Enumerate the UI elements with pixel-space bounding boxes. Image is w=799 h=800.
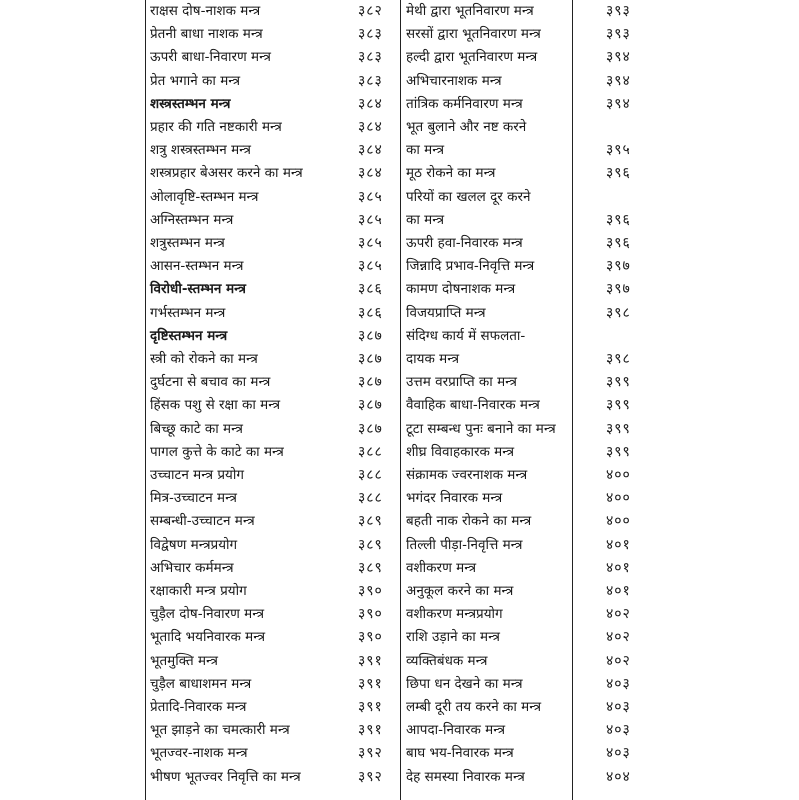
toc-entry-title: परियों का खलल दूर करने: [406, 188, 531, 205]
toc-entry-page: ४०२: [606, 606, 631, 623]
toc-entry-title: वशीकरण मन्त्र: [406, 559, 477, 576]
toc-entry-title: चुड़ैल बाधाशमन मन्त्र: [150, 675, 252, 692]
toc-entry-title: हल्दी द्वारा भूतनिवारण मन्त्र: [406, 49, 538, 66]
toc-entry-page: ३९३: [606, 26, 631, 43]
toc-entry-page: ३९९: [606, 420, 631, 437]
toc-entry: [406, 766, 646, 789]
toc-entry-title: शस्त्रप्रहार बेअसर करने का मन्त्र: [150, 165, 303, 182]
toc-entry-page: ३९७: [606, 281, 631, 298]
toc-entry-title: पागल कुत्ते के काटे का मन्त्र: [150, 443, 284, 460]
toc-entry: [150, 0, 398, 23]
toc-entry-title: भीषण भूतज्वर निवृत्ति का मन्त्र: [150, 768, 301, 785]
toc-entry-title: प्रेतादि-निवारक मन्त्र: [150, 699, 247, 715]
toc-entry-title: वशीकरण मन्त्रप्रयोग: [406, 606, 503, 623]
toc-entry-title: ऊपरी बाधा-निवारण मन्त्र: [150, 49, 271, 66]
toc-entry-title: अग्निस्तम्भन मन्त्र: [150, 211, 234, 228]
toc-entry-title: विद्वेषण मन्त्रप्रयोग: [150, 536, 238, 553]
toc-entry-title: भूत झाड़ने का चमत्कारी मन्त्र: [150, 722, 290, 739]
toc-entry-page: ३९६: [606, 235, 631, 251]
column-divider-center: [400, 0, 401, 800]
toc-entry-page: ३९६: [606, 211, 631, 228]
toc-entry-page: ३८७: [358, 351, 383, 367]
toc-entry-page: ४०२: [606, 652, 631, 669]
toc-entry: [150, 325, 398, 348]
toc-entry: [406, 186, 646, 209]
toc-entry: [150, 534, 398, 557]
toc-entry: [406, 580, 646, 603]
toc-entry-page: ३९७: [606, 258, 631, 275]
toc-entry: [406, 626, 646, 649]
toc-entry: [406, 371, 646, 394]
toc-entry-title: मित्र-उच्चाटन मन्त्र: [150, 490, 237, 507]
toc-entry: [406, 394, 646, 417]
toc-entry-title: शस्त्रस्तम्भन मन्त्र: [150, 95, 231, 112]
toc-entry: [406, 139, 646, 162]
toc-entry-page: ४०३: [606, 675, 631, 692]
toc-entry: [150, 255, 398, 278]
toc-entry-title: विजयप्राप्ति मन्त्र: [406, 304, 486, 321]
toc-entry-page: ४०१: [606, 559, 631, 576]
toc-entry-page: ३९४: [606, 49, 631, 66]
toc-entry-page: ३९४: [606, 72, 631, 89]
toc-entry: [150, 302, 398, 325]
toc-entry: [406, 302, 646, 325]
toc-entry-title: राक्षस दोष-नाशक मन्त्र: [150, 3, 261, 19]
toc-entry-title: तांत्रिक कर्मनिवारण मन्त्र: [406, 95, 523, 112]
toc-entry-title: उत्तम वरप्राप्ति का मन्त्र: [406, 374, 518, 391]
toc-entry: [406, 441, 646, 464]
toc-entry-page: ३९१: [358, 722, 383, 739]
toc-entry: [150, 23, 398, 46]
toc-entry: [150, 232, 398, 255]
toc-entry-page: ४०३: [606, 699, 631, 715]
toc-entry-title: दायक मन्त्र: [406, 351, 460, 367]
toc-entry-title: आसन-स्तम्भन मन्त्र: [150, 258, 244, 275]
toc-entry: [150, 371, 398, 394]
toc-entry-title: दुर्घटना से बचाव का मन्त्र: [150, 374, 271, 391]
toc-entry: [406, 209, 646, 232]
toc-entry-title: का मन्त्र: [406, 211, 445, 228]
toc-entry-page: ३८६: [358, 304, 383, 321]
toc-entry-page: ३९९: [606, 374, 631, 391]
toc-entry: [150, 557, 398, 580]
toc-entry: [406, 278, 646, 301]
toc-entry-title: प्रेत भगाने का मन्त्र: [150, 72, 241, 89]
toc-entry-title: सरसों द्वारा भूतनिवारण मन्त्र: [406, 26, 541, 43]
toc-entry-title: देह समस्या निवारक मन्त्र: [406, 768, 525, 785]
toc-entry-page: ४०१: [606, 536, 631, 553]
toc-entry-title: बिच्छू काटे का मन्त्र: [150, 420, 243, 437]
toc-entry-title: अभिचारनाशक मन्त्र: [406, 72, 502, 89]
toc-entry-title: विरोधी-स्तम्भन मन्त्र: [150, 281, 247, 298]
toc-entry-title: जिन्नादि प्रभाव-निवृत्ति मन्त्र: [406, 258, 535, 275]
toc-entry: [150, 70, 398, 93]
toc-entry: [150, 464, 398, 487]
toc-entry-page: ४००: [606, 467, 631, 483]
toc-entry-page: ३९३: [606, 3, 631, 19]
toc-entry: [406, 70, 646, 93]
toc-entry-title: रक्षाकारी मन्त्र प्रयोग: [150, 583, 247, 599]
toc-entry: [150, 186, 398, 209]
toc-entry: [150, 46, 398, 69]
toc-entry: [406, 255, 646, 278]
toc-entry-title: कामण दोषनाशक मन्त्र: [406, 281, 516, 298]
toc-entry: [150, 487, 398, 510]
toc-entry: [150, 696, 398, 719]
toc-entry: [406, 162, 646, 185]
toc-entry-page: ३८९: [358, 513, 383, 530]
toc-entry-page: ३८७: [358, 420, 383, 437]
toc-entry: [150, 742, 398, 765]
toc-entry-page: ४०४: [606, 768, 631, 785]
toc-entry-page: ३९०: [358, 606, 383, 623]
toc-entry: [150, 394, 398, 417]
toc-entry-title: बाघ भय-निवारक मन्त्र: [406, 745, 514, 762]
toc-entry-title: स्त्री को रोकने का मन्त्र: [150, 351, 258, 367]
toc-entry: [406, 603, 646, 626]
toc-entry: [406, 93, 646, 116]
toc-entry-title: व्यक्तिबंधक मन्त्र: [406, 652, 488, 669]
toc-entry: [150, 719, 398, 742]
toc-entry-title: संदिग्ध कार्य में सफलता-: [406, 327, 526, 344]
toc-entry-page: ४००: [606, 490, 631, 507]
toc-entry-page: ३८४: [358, 165, 383, 182]
toc-entry-page: ४०१: [606, 583, 631, 599]
toc-entry-title: तिल्ली पीड़ा-निवृत्ति मन्त्र: [406, 536, 523, 553]
toc-entry-page: ३८७: [358, 374, 383, 391]
toc-entry-page: ३९०: [358, 583, 383, 599]
toc-entry-page: ४०३: [606, 722, 631, 739]
toc-entry-page: ३८९: [358, 559, 383, 576]
toc-entry: [150, 580, 398, 603]
toc-entry: [150, 673, 398, 696]
toc-entry-page: ३८९: [358, 536, 383, 553]
toc-entry-title: भूत बुलाने और नष्ट करने: [406, 119, 527, 135]
toc-entry-title: आपदा-निवारक मन्त्र: [406, 722, 506, 739]
toc-entry-title: लम्बी दूरी तय करने का मन्त्र: [406, 699, 542, 715]
toc-entry-title: हिंसक पशु से रक्षा का मन्त्र: [150, 397, 281, 414]
toc-entry-page: ३९२: [358, 768, 383, 785]
toc-entry-page: ३८४: [358, 95, 383, 112]
toc-entry: [406, 510, 646, 533]
toc-entry-page: ३९९: [606, 397, 631, 414]
toc-entry-page: ३८७: [358, 397, 383, 414]
toc-entry: [150, 209, 398, 232]
toc-entry-page: ३८२: [358, 3, 383, 19]
toc-entry: [406, 557, 646, 580]
toc-entry-page: ३९४: [606, 95, 631, 112]
toc-entry-title: भूतादि भयनिवारक मन्त्र: [150, 629, 266, 646]
toc-entry-page: ३८३: [358, 26, 383, 43]
toc-entry-title: प्रहार की गति नष्टकारी मन्त्र: [150, 119, 282, 135]
toc-entry: [406, 464, 646, 487]
toc-entry-title: चुड़ैल दोष-निवारण मन्त्र: [150, 606, 265, 623]
toc-entry-page: ४००: [606, 513, 631, 530]
toc-entry-title: बहती नाक रोकने का मन्त्र: [406, 513, 532, 530]
toc-entry-page: ३८५: [358, 211, 383, 228]
toc-entry-page: ३८४: [358, 142, 383, 159]
toc-entry-page: ३८८: [358, 443, 383, 460]
toc-entry: [406, 23, 646, 46]
toc-entry: [150, 766, 398, 789]
toc-entry-page: ३८८: [358, 467, 383, 483]
toc-entry-page: ३८६: [358, 281, 383, 298]
toc-entry-page: ३९१: [358, 699, 383, 715]
toc-entry: [150, 418, 398, 441]
toc-entry-title: ओलावृष्टि-स्तम्भन मन्त्र: [150, 188, 259, 205]
toc-entry: [150, 278, 398, 301]
toc-entry-title: मेथी द्वारा भूतनिवारण मन्त्र: [406, 3, 534, 19]
toc-entry-page: ३९८: [606, 304, 631, 321]
toc-entry-page: ३८३: [358, 72, 383, 89]
toc-entry-page: ३८३: [358, 49, 383, 66]
toc-entry-page: ३९१: [358, 652, 383, 669]
toc-entry: [406, 696, 646, 719]
column-divider-left: [145, 0, 146, 800]
toc-entry-title: गर्भस्तम्भन मन्त्र: [150, 304, 226, 321]
toc-entry-page: ३९५: [606, 142, 631, 159]
toc-entry-title: अनुकूल करने का मन्त्र: [406, 583, 514, 599]
toc-entry-page: ३८८: [358, 490, 383, 507]
toc-entry: [406, 325, 646, 348]
toc-entry: [150, 603, 398, 626]
toc-entry-title: उच्चाटन मन्त्र प्रयोग: [150, 467, 244, 483]
toc-entry-page: ३९०: [358, 629, 383, 646]
toc-entry-title: शीघ्र विवाहकारक मन्त्र: [406, 443, 515, 460]
toc-entry-title: वैवाहिक बाधा-निवारक मन्त्र: [406, 397, 540, 414]
toc-entry: [150, 510, 398, 533]
toc-entry-title: प्रेतनी बाधा नाशक मन्त्र: [150, 26, 263, 43]
toc-entry: [406, 0, 646, 23]
toc-entry-title: शत्रुस्तम्भन मन्त्र: [150, 235, 225, 251]
toc-entry: [406, 46, 646, 69]
toc-entry-page: ३९१: [358, 675, 383, 692]
toc-entry-page: ४०२: [606, 629, 631, 646]
toc-entry-page: ३८५: [358, 235, 383, 251]
toc-entry: [150, 162, 398, 185]
toc-entry: [406, 116, 646, 139]
toc-entry: [150, 116, 398, 139]
toc-entry-page: ३८५: [358, 258, 383, 275]
toc-entry: [150, 93, 398, 116]
toc-entry: [150, 348, 398, 371]
toc-entry-page: ३९९: [606, 443, 631, 460]
toc-entry-page: ३९६: [606, 165, 631, 182]
toc-entry-page: ३९८: [606, 351, 631, 367]
toc-entry-title: ऊपरी हवा-निवारक मन्त्र: [406, 235, 523, 251]
toc-entry-page: ३८४: [358, 119, 383, 135]
toc-entry: [406, 418, 646, 441]
toc-entry: [406, 232, 646, 255]
toc-entry: [406, 719, 646, 742]
toc-entry-title: अभिचार कर्ममन्त्र: [150, 559, 234, 576]
toc-entry: [406, 673, 646, 696]
toc-entry-page: ३९२: [358, 745, 383, 762]
toc-entry-title: राशि उड़ाने का मन्त्र: [406, 629, 500, 646]
toc-entry: [150, 441, 398, 464]
toc-entry: [406, 487, 646, 510]
toc-entry-title: संक्रामक ज्वरनाशक मन्त्र: [406, 467, 528, 483]
toc-entry-title: टूटा सम्बन्ध पुनः बनाने का मन्त्र: [406, 420, 556, 437]
toc-entry-title: का मन्त्र: [406, 142, 445, 159]
toc-entry-title: शत्रु शस्त्रस्तम्भन मन्त्र: [150, 142, 251, 159]
toc-entry-title: छिपा धन देखने का मन्त्र: [406, 675, 523, 692]
toc-entry-page: ४०३: [606, 745, 631, 762]
toc-entry: [150, 626, 398, 649]
toc-entry-title: भगंदर निवारक मन्त्र: [406, 490, 503, 507]
toc-entry-page: ३८५: [358, 188, 383, 205]
toc-entry-title: सम्बन्धी-उच्चाटन मन्त्र: [150, 513, 255, 530]
toc-entry: [150, 650, 398, 673]
toc-entry-title: भूतज्वर-नाशक मन्त्र: [150, 745, 248, 762]
toc-entry: [406, 534, 646, 557]
toc-entry: [406, 348, 646, 371]
toc-entry-title: दृष्टिस्तम्भन मन्त्र: [150, 327, 228, 344]
toc-entry: [406, 742, 646, 765]
toc-entry-title: मूठ रोकने का मन्त्र: [406, 165, 496, 182]
toc-entry-page: ३८७: [358, 327, 383, 344]
toc-entry: [150, 139, 398, 162]
toc-entry-title: भूतमुक्ति मन्त्र: [150, 652, 218, 669]
toc-entry: [406, 650, 646, 673]
